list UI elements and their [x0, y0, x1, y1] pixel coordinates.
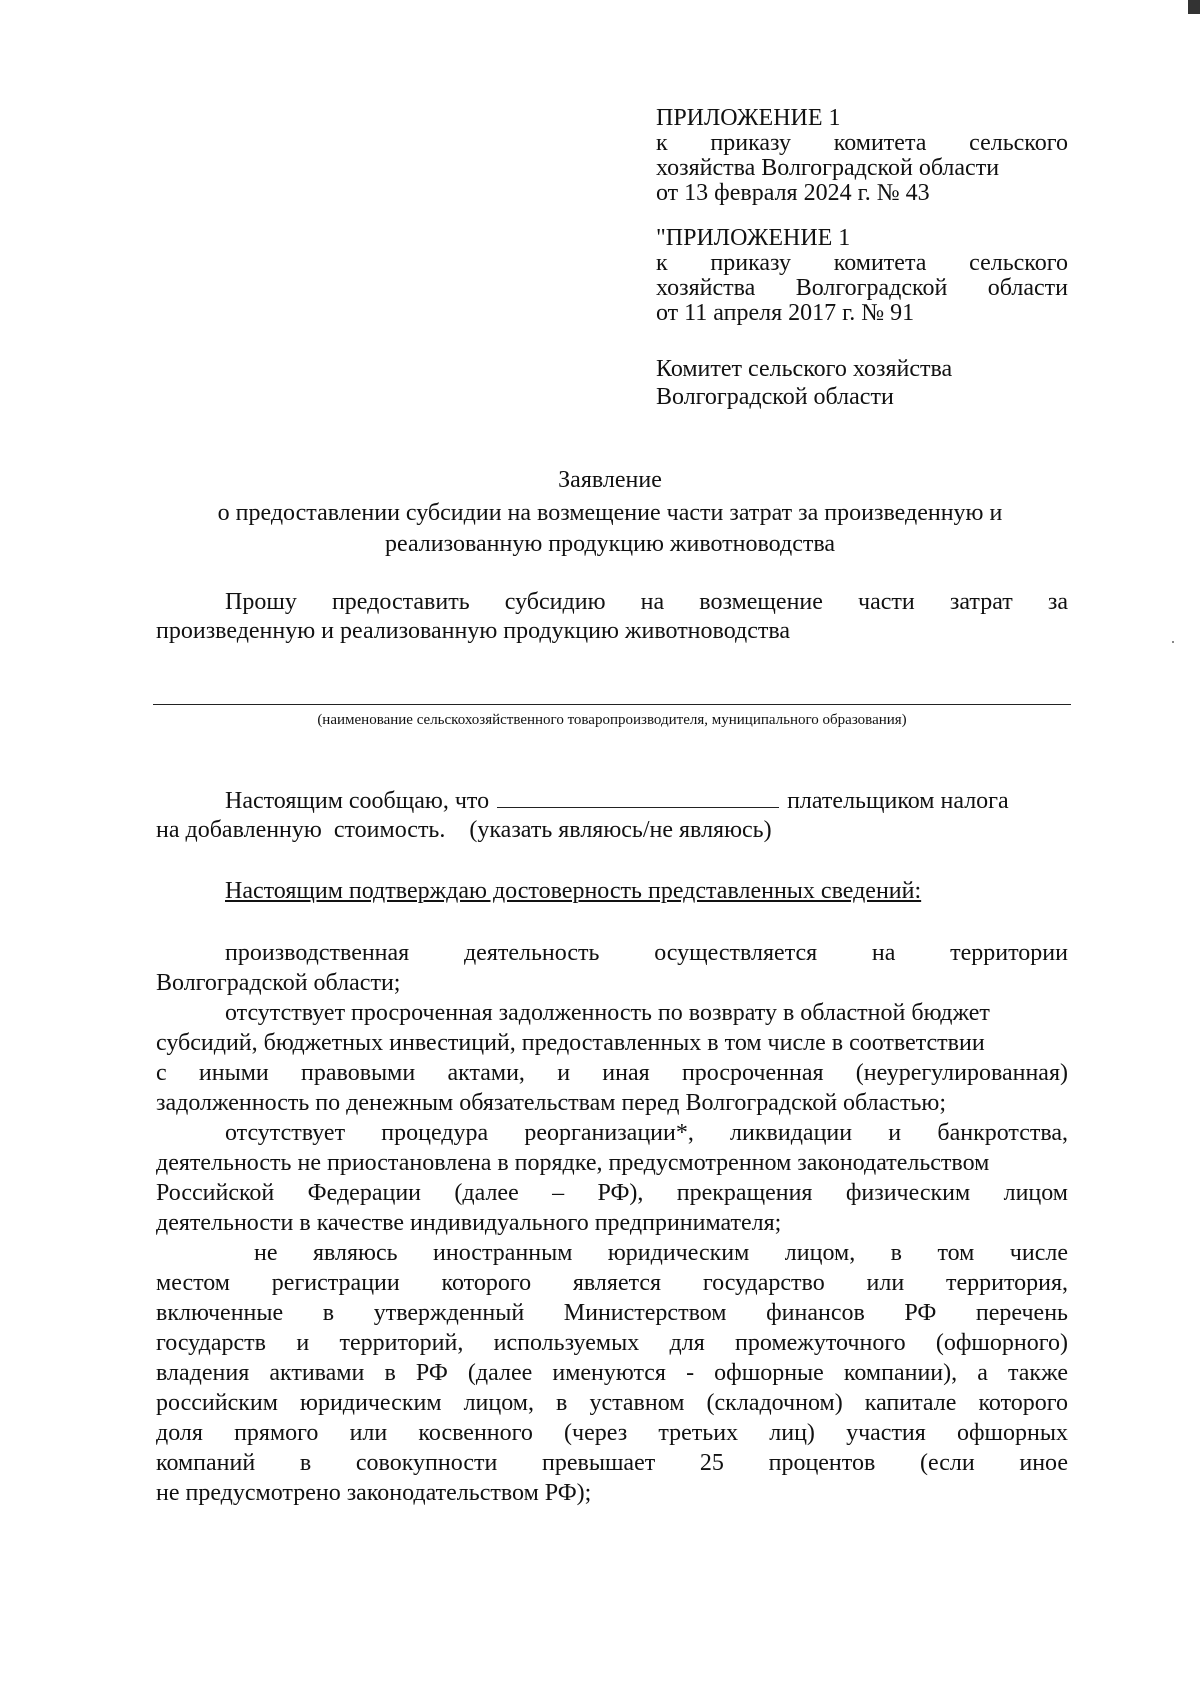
statement-line: Российской Федерации (далее – РФ), прекращения физическим лицом [156, 1180, 1068, 1206]
addressee-block [656, 355, 1068, 411]
appendix-previous-line3: от 11 апреля 2017 г. № 91 [656, 300, 915, 326]
appendix-previous-title: "ПРИЛОЖЕНИЕ 1 [656, 225, 851, 251]
statements-list [156, 938, 1068, 1508]
statement-line: деятельности в качестве индивидуального предпринимателя; [156, 1210, 782, 1236]
request-paragraph [156, 588, 1068, 646]
appendix-current-line1: к приказу комитета сельского [656, 130, 1068, 156]
addressee-line1: Комитет сельского хозяйства [656, 356, 953, 382]
statement-line: не предусмотрено законодательством РФ); [156, 1480, 592, 1506]
applicant-name-line [153, 704, 1071, 705]
statement-item [156, 938, 1068, 998]
confirmation-heading: Настоящим подтверждаю достоверность представленных сведений: [225, 878, 922, 904]
request-line1: Прошу предоставить субсидию на возмещение части затрат за [225, 589, 1068, 615]
scan-dust-mark [1172, 641, 1174, 643]
statement-line: отсутствует процедура реорганизации*, ликвидации и банкротства, [225, 1120, 1068, 1146]
vat-after: плательщиком налога [787, 788, 1009, 814]
statement-line: не являюсь иностранным юридическим лицом, в том числе [254, 1240, 1068, 1266]
appendix-previous-line2: хозяйства Волгоградской области [656, 275, 1068, 301]
document-subtitle-line2: реализованную продукцию животноводства [385, 531, 835, 557]
statement-line: доля прямого или косвенного (через третьих лиц) участия офшорных [156, 1420, 1068, 1446]
statement-line: государств и территорий, используемых для промежуточного (офшорного) [156, 1330, 1068, 1356]
addressee-line2: Волгоградской области [656, 384, 894, 410]
statement-line: компаний в совокупности превышает 25 процентов (если иное [156, 1450, 1068, 1476]
statement-item [156, 998, 1068, 1118]
statement-line: владения активами в РФ (далее именуются - офшорные компании), а также [156, 1360, 1068, 1386]
statement-line: отсутствует просроченная задолженность по возврату в областной бюджет [225, 1000, 990, 1026]
statement-line: субсидий, бюджетных инвестиций, предоставленных в том числе в соответствии [156, 1030, 985, 1056]
appendix-previous-block [656, 226, 1068, 326]
request-line2: произведенную и реализованную продукцию животноводства [156, 618, 791, 644]
vat-paragraph [156, 787, 1068, 845]
statement-line: местом регистрации которого является государство или территория, [156, 1270, 1068, 1296]
statement-line: с иными правовыми актами, и иная просроченная (неурегулированная) [156, 1060, 1068, 1086]
vat-before: Настоящим сообщаю, что [225, 788, 490, 814]
statement-line: Волгоградской области; [156, 970, 401, 996]
vat-line2: на добавленную стоимость. (указать являюсь/не являюсь) [156, 817, 772, 843]
statement-line: российским юридическим лицом, в уставном (складочном) капитале которого [156, 1390, 1068, 1416]
vat-line1 [156, 787, 1068, 816]
document-subtitle [150, 498, 1070, 560]
applicant-name-caption: (наименование сельскохозяйственного товаропроизводителя, муниципального образования) [317, 712, 907, 728]
scan-corner-mark [1188, 0, 1200, 14]
appendix-current-title: ПРИЛОЖЕНИЕ 1 [656, 105, 841, 131]
appendix-current-block [656, 106, 1068, 206]
document-subtitle-line1: о предоставлении субсидии на возмещение части затрат за произведенную и [217, 500, 1003, 526]
appendix-current-line2: хозяйства Волгоградской области [656, 155, 1000, 181]
statement-line: задолженность по денежным обязательствам перед Волгоградской областью; [156, 1090, 946, 1116]
statement-item [156, 1238, 1068, 1508]
statement-line: производственная деятельность осуществляется на территории [225, 940, 1068, 966]
statement-line: деятельность не приостановлена в порядке, предусмотренном законодательством [156, 1150, 990, 1176]
vat-status-blank [497, 789, 779, 808]
statement-item [156, 1118, 1068, 1238]
appendix-previous-line1: к приказу комитета сельского [656, 250, 1068, 276]
appendix-current-line3: от 13 февраля 2024 г. № 43 [656, 180, 930, 206]
statement-line: включенные в утвержденный Министерством финансов РФ перечень [156, 1300, 1068, 1326]
document-title: Заявление [558, 467, 662, 493]
